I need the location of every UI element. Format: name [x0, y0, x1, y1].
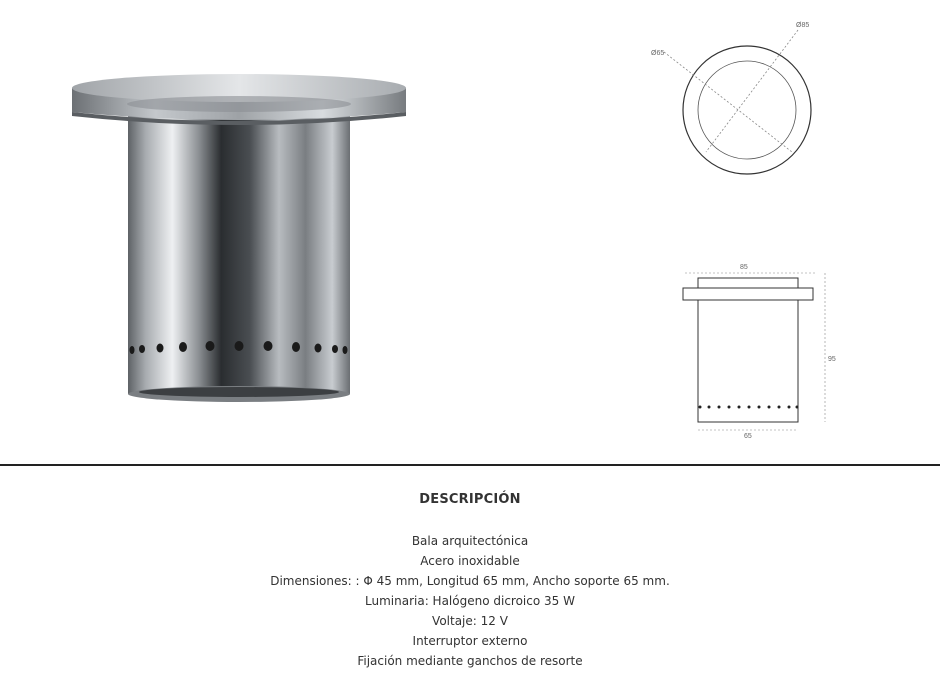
- technical-drawings: [620, 0, 940, 460]
- inner-diameter-label: Ø65: [651, 50, 665, 57]
- flange-width-label: 85: [740, 264, 748, 271]
- top-view-drawing: [651, 22, 811, 174]
- section-divider: [0, 464, 940, 466]
- description-section: [0, 492, 940, 671]
- product-image: [60, 50, 420, 420]
- description-line: Fijación mediante ganchos de resorte: [357, 654, 583, 668]
- description-line: Voltaje: 12 V: [432, 614, 508, 628]
- description-line: Dimensiones: : Φ 45 mm, Longitud 65 mm, Ancho soporte 65 mm.: [270, 574, 670, 588]
- side-view-drawing: [683, 264, 836, 440]
- height-label: 95: [828, 356, 836, 363]
- outer-diameter-label: Ø85: [796, 22, 810, 29]
- description-title: DESCRIPCIÓN: [419, 492, 521, 507]
- description-line: Acero inoxidable: [420, 554, 520, 568]
- description-line: Bala arquitectónica: [411, 534, 529, 548]
- description-line: Interruptor externo: [412, 634, 528, 648]
- body-width-label: 65: [744, 433, 752, 440]
- description-line: Luminaria: Halógeno dicroico 35 W: [365, 594, 575, 608]
